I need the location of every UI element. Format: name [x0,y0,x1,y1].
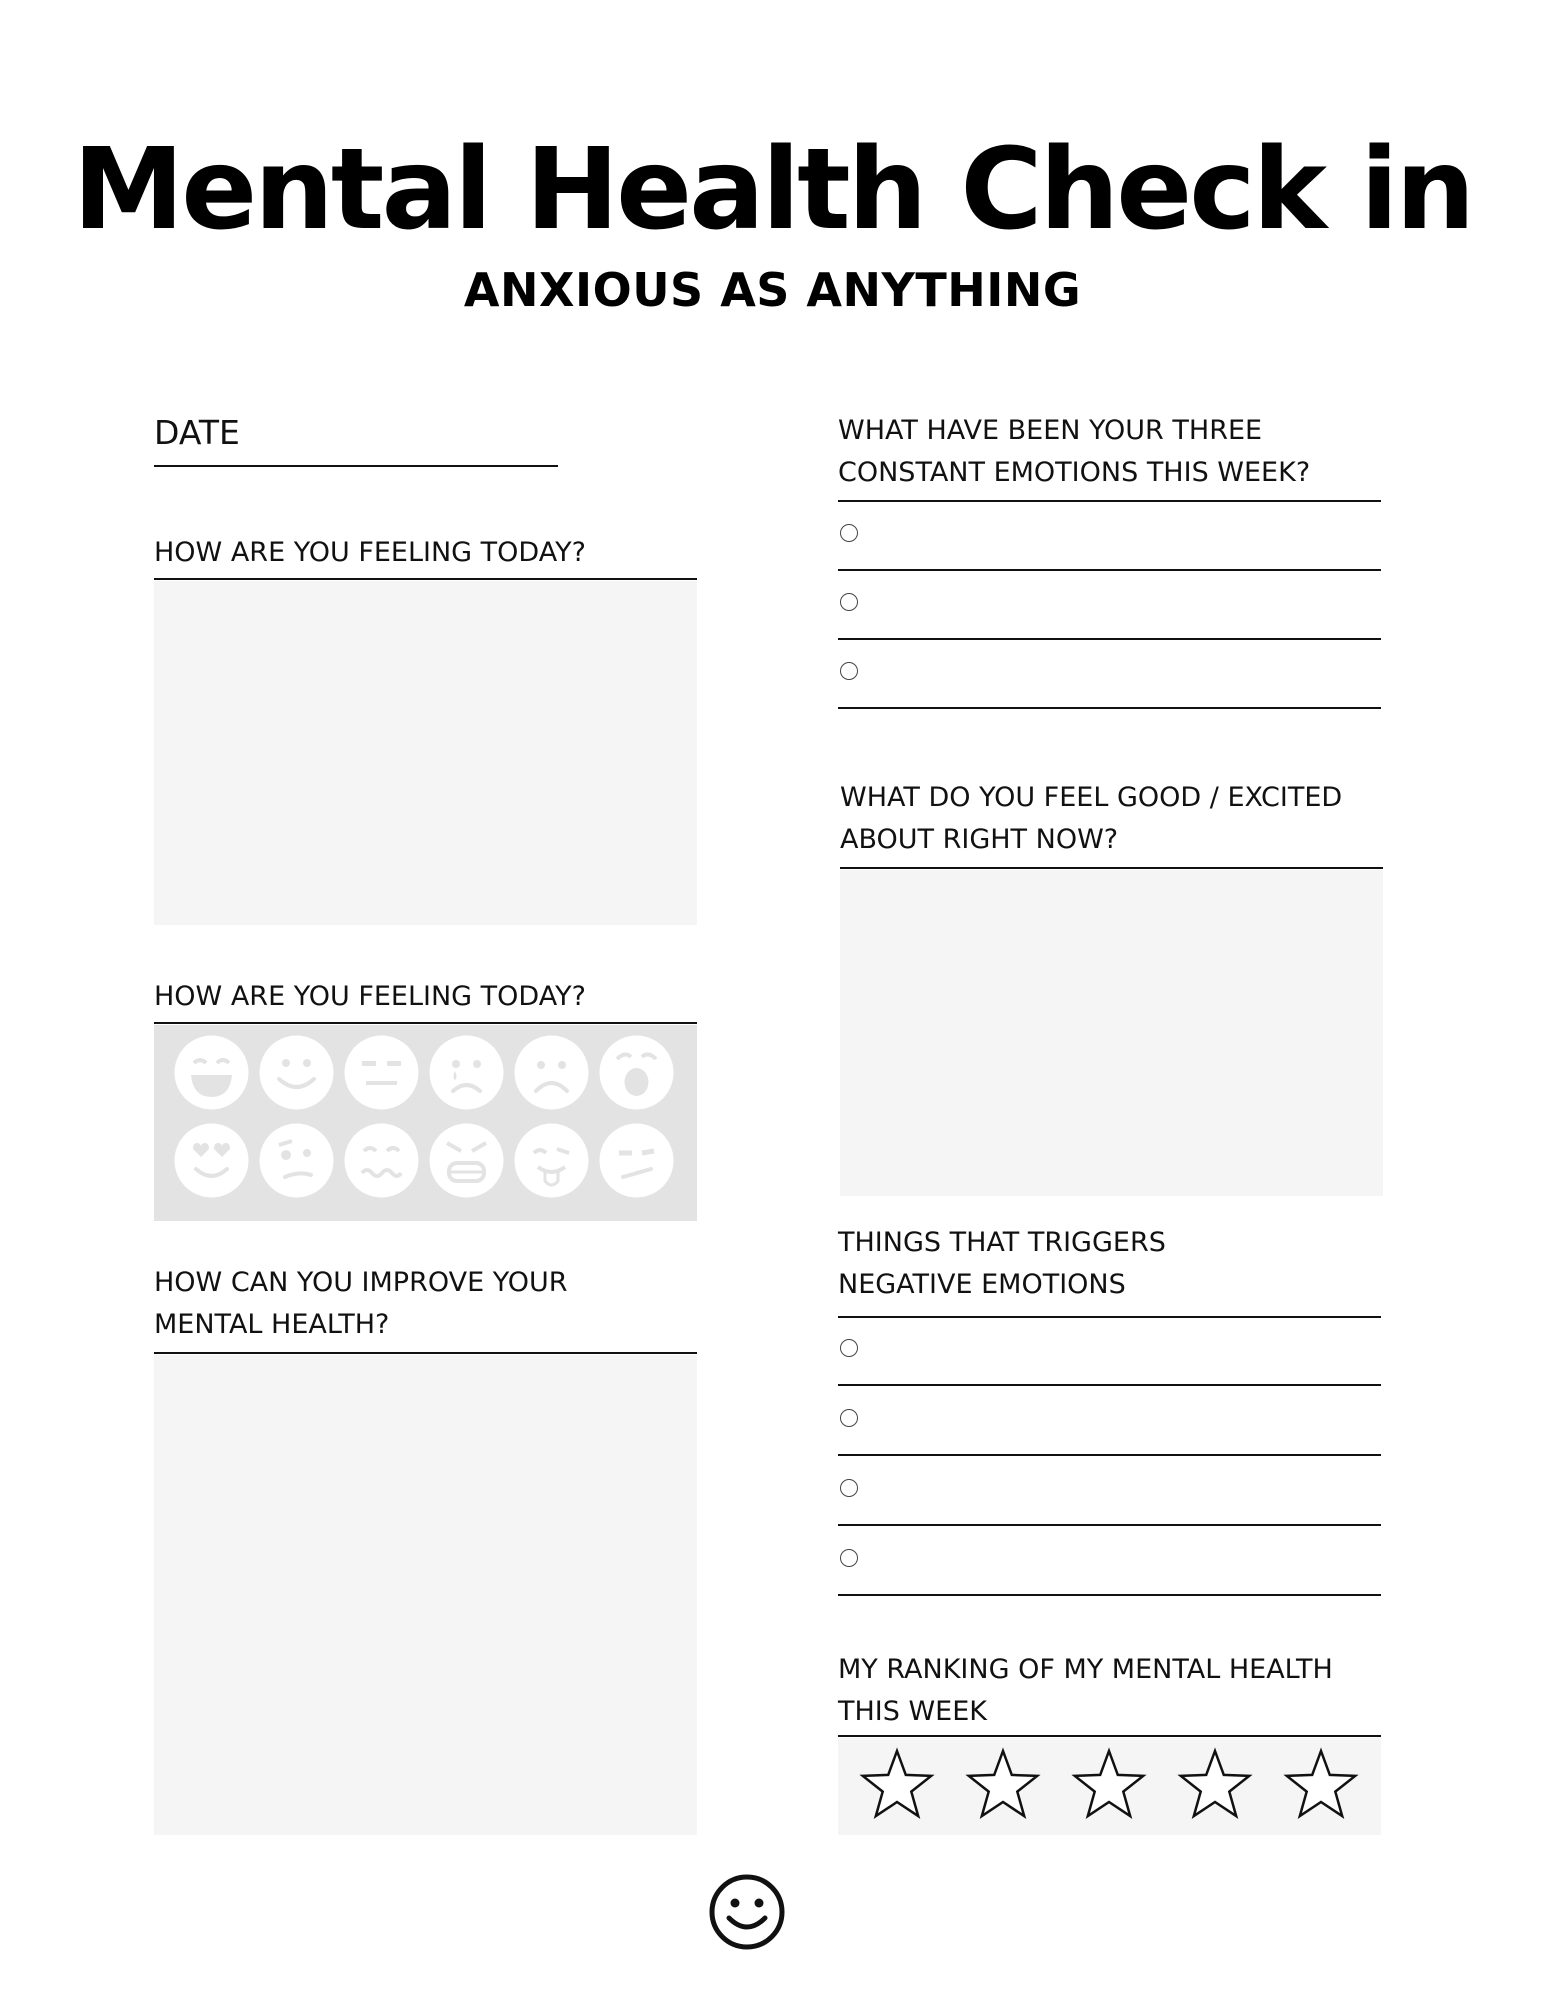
woozy-face-icon[interactable] [344,1123,419,1198]
improve-label-line1: HOW CAN YOU IMPROVE YOUR [154,1267,568,1298]
excited-label-line1: WHAT DO YOU FEEL GOOD / EXCITED [840,782,1343,813]
emotion-line-1[interactable] [838,569,1381,571]
triggers-label-line1: THINGS THAT TRIGGERS [838,1227,1166,1258]
angry-face-icon[interactable] [429,1123,504,1198]
emotions-label-line1: WHAT HAVE BEEN YOUR THREE [838,415,1263,446]
trigger-radio-2[interactable] [840,1409,858,1427]
crying-face-icon[interactable] [429,1035,504,1110]
emotion-radio-3[interactable] [840,662,858,680]
shocked-face-icon[interactable] [599,1035,674,1110]
mood-label: HOW ARE YOU FEELING TODAY? [154,981,586,1012]
heart-eyes-face-icon[interactable] [174,1123,249,1198]
feeling-writing-box[interactable] [154,581,697,925]
mood-selector [154,1025,697,1221]
trigger-radio-1[interactable] [840,1339,858,1357]
star-rating [838,1738,1381,1835]
emotion-line-2[interactable] [838,638,1381,640]
star-icon-5[interactable] [1282,1746,1360,1824]
feeling-label: HOW ARE YOU FEELING TODAY? [154,537,586,568]
mood-divider [154,1022,697,1024]
emotion-radio-2[interactable] [840,593,858,611]
improve-label-line2: MENTAL HEALTH? [154,1309,390,1340]
ranking-label-line1: MY RANKING OF MY MENTAL HEALTH [838,1654,1333,1685]
confused-face-icon[interactable] [259,1123,334,1198]
trigger-line-2[interactable] [838,1454,1381,1456]
star-icon-4[interactable] [1176,1746,1254,1824]
page-title: Mental Health Check in [72,125,1473,255]
smiley-face-icon [707,1872,787,1952]
skeptical-face-icon[interactable] [599,1123,674,1198]
emotion-radio-1[interactable] [840,524,858,542]
trigger-line-4[interactable] [838,1594,1381,1596]
ranking-label-line2: THIS WEEK [838,1696,988,1727]
laughing-face-icon[interactable] [174,1035,249,1110]
triggers-divider [838,1316,1381,1318]
trigger-radio-3[interactable] [840,1479,858,1497]
trigger-line-3[interactable] [838,1524,1381,1526]
excited-divider [840,867,1383,869]
smiling-face-icon[interactable] [259,1035,334,1110]
trigger-line-1[interactable] [838,1384,1381,1386]
sad-face-icon[interactable] [514,1035,589,1110]
triggers-label-line2: NEGATIVE EMOTIONS [838,1269,1126,1300]
improve-writing-box[interactable] [154,1355,697,1835]
excited-writing-box[interactable] [840,870,1383,1196]
date-field-line[interactable] [154,465,558,467]
ranking-divider [838,1735,1381,1737]
star-icon-2[interactable] [964,1746,1042,1824]
star-icon-1[interactable] [858,1746,936,1824]
tongue-out-face-icon[interactable] [514,1123,589,1198]
emotion-line-3[interactable] [838,707,1381,709]
emotions-divider [838,500,1381,502]
improve-divider [154,1352,697,1354]
trigger-radio-4[interactable] [840,1549,858,1567]
neutral-face-icon[interactable] [344,1035,419,1110]
star-icon-3[interactable] [1070,1746,1148,1824]
page-subtitle: ANXIOUS AS ANYTHING [463,263,1082,317]
emotions-label-line2: CONSTANT EMOTIONS THIS WEEK? [838,457,1311,488]
feeling-divider [154,578,697,580]
excited-label-line2: ABOUT RIGHT NOW? [840,824,1119,855]
date-label: DATE [154,413,240,452]
